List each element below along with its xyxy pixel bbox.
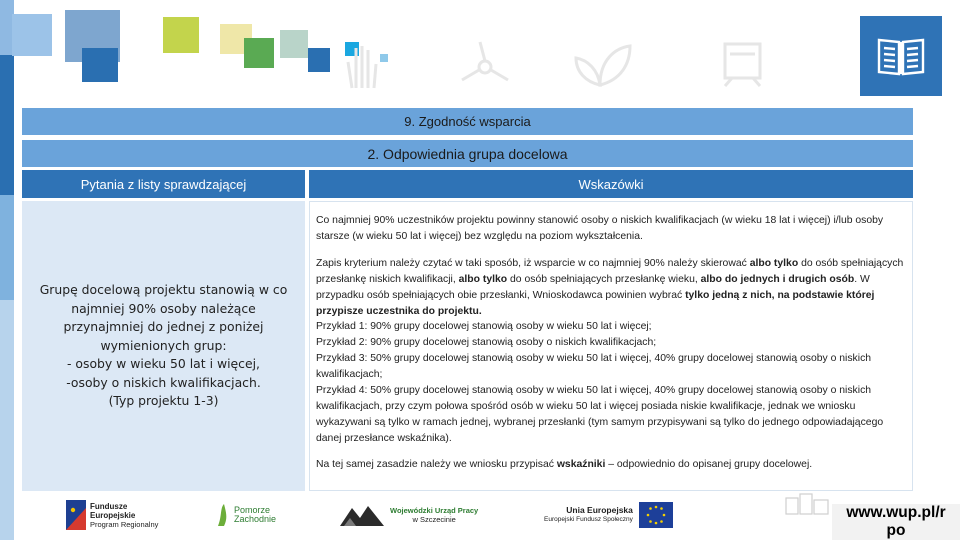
subsection-title: 2. Odpowiednia grupa docelowa — [367, 145, 568, 162]
guidance-text: Na tej samej zasadzie należy we wniosku przypisać — [316, 458, 557, 470]
url-text[interactable]: www.wup.pl/r — [846, 504, 946, 521]
guidance-paragraph-1: Co najmniej 90% uczestników projektu powinny stanowić osoby o niskich kwalifikacjach (w wieku 18 lat i więcej) i/lub osoby starsze (w wieku 50 lat i więcej) bez względu na poziom wykształcenia. — [316, 215, 884, 242]
guidance-bold: albo tylko — [458, 273, 508, 285]
question-cell — [22, 201, 305, 491]
seagull-icon — [216, 502, 230, 528]
guidance-bold: albo tylko — [749, 257, 799, 269]
url-text[interactable]: po — [886, 522, 906, 539]
subsection-title-band — [22, 140, 913, 167]
book-icon-tile — [860, 16, 942, 96]
logo-unia-europejska — [540, 496, 673, 534]
hand-icon — [348, 46, 376, 88]
fe-flag-icon — [66, 500, 86, 530]
guidance-text: Zapis kryterium należy czytać w taki sposób, iż wsparcie w co najmniej 90% należy skierować — [316, 257, 750, 269]
guidance-text: – odpowiednio do opisanej grupy docelowej. — [605, 458, 813, 470]
guidance-cell — [309, 201, 913, 491]
guidance-bold: wskaźniki — [556, 458, 606, 470]
guidance-text: do osób spełniających przesłankę niskich kwalifikacji, — [316, 257, 904, 285]
logo-text: Wojewódzki Urząd Pracy — [390, 506, 479, 515]
edge-stripe — [0, 195, 14, 300]
logo-text: Zachodnie — [234, 514, 277, 524]
eu-flag-icon — [639, 502, 673, 528]
example-3: Przykład 3: 50% grupy docelowej stanowią osoby w wieku 50 lat i więcej, 40% grupy docelowej stanowią osoby o niskich kwalifikacjach; — [316, 353, 872, 381]
column-header-guidance — [309, 170, 913, 198]
column-header-label: Wskazówki — [578, 176, 644, 192]
section-title-band — [22, 108, 913, 135]
decorative-line-icons — [330, 40, 790, 90]
question-text: Grupę docelową projektu stanowią w co najmniej 90% osoby należące przynajmniej do jednej z poniżej wymienionych grup: - osoby w wieku 50 lat i więcej, -osoby o niskich kwalifikacjach. (Typ projektu 1-3) — [39, 282, 288, 409]
wind-turbine-icon — [479, 61, 491, 73]
logo-text: w Szczecinie — [412, 515, 456, 524]
example-1: Przykład 1: 90% grupy docelowej stanowią osoby w wieku 50 lat i więcej; — [316, 321, 652, 333]
building-outline-icon — [784, 490, 832, 516]
column-header-questions — [22, 170, 305, 198]
guidance-text: do osób spełniających przesłankę wieku, — [507, 273, 701, 285]
edge-stripe — [0, 300, 14, 540]
guidance-text: . W przypadku osób spełniających obie przesłanki, Wnioskodawca powinien wybrać — [316, 273, 870, 301]
leaf-icon — [576, 46, 630, 85]
logo-text: Europejski Fundusz Społeczny — [544, 516, 633, 523]
guidance-paragraph-3 — [316, 457, 906, 473]
logo-text: Unia Europejska — [566, 505, 633, 515]
train-icon — [725, 44, 760, 86]
example-2: Przykład 2: 90% grupy docelowej stanowią osoby o niskich kwalifikacjach; — [316, 337, 657, 349]
logo-text: Pomorze — [234, 505, 271, 515]
guidance-bold: albo do jednych i drugich osób — [700, 273, 855, 285]
logo-text: Europejskie — [90, 510, 136, 520]
open-book-icon — [875, 34, 927, 78]
wup-emblem-icon — [338, 500, 386, 530]
logo-fundusze-europejskie — [66, 496, 158, 534]
edge-stripe — [0, 55, 14, 195]
logo-text: Program Regionalny — [90, 519, 159, 529]
guidance-bold: tylko jedną z nich, na podstawie której przypisze uczestnika do projektu. — [316, 289, 875, 317]
column-header-label: Pytania z listy sprawdzającej — [80, 176, 247, 192]
logo-wup-szczecin — [338, 496, 478, 534]
section-title: 9. Zgodność wsparcia — [404, 114, 531, 129]
logo-pomorze-zachodnie — [216, 496, 276, 534]
example-4: Przykład 4: 50% grupy docelowej stanowią osoby w wieku 50 lat i więcej, 40% grupy docelowej stanowią osoby o niskich kwalifikacjach, przy czym połowa spośród osób w wieku 50 lat i więcej posiada niskie kwalifikacje, jednak we wniosku wykazywani są tylko w ramach jednej, wybranej przesłanki (tym samym przypisywani są tylko do jednego odpowiadającego danej przesłance wskaźnika). — [316, 385, 884, 444]
guidance-paragraph-2 — [316, 256, 906, 320]
logo-text: Fundusze — [90, 501, 128, 511]
website-link[interactable] — [832, 504, 960, 540]
